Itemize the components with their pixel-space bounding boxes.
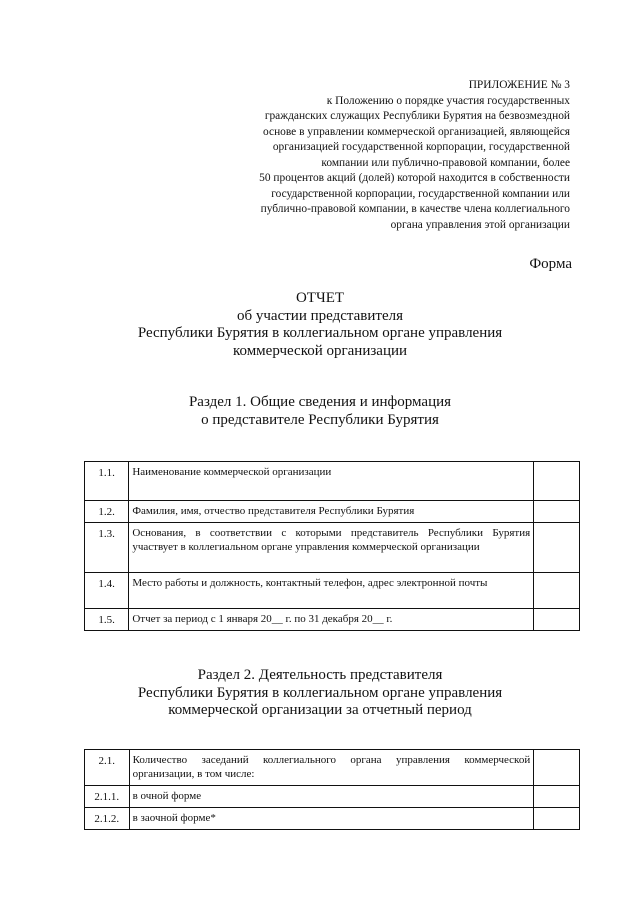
row-label: в очной форме — [129, 786, 534, 808]
value-cell[interactable] — [534, 523, 580, 573]
row-label: Основания, в соответствии с которыми представитель Республики Бурятия участвует в коллегиальном органе управления коммерческой организации — [129, 523, 534, 573]
report-title-line: коммерческой организации — [232, 342, 408, 359]
table-row — [85, 573, 580, 609]
form-label: Форма — [529, 256, 572, 272]
section-title-line: коммерческой организации за отчетный период — [168, 702, 472, 718]
section-title-line: Раздел 2. Деятельность представителя — [197, 667, 443, 683]
row-number: 1.4. — [85, 573, 129, 609]
value-cell[interactable] — [534, 609, 580, 631]
value-cell[interactable] — [534, 462, 580, 501]
row-label: в заочной форме* — [129, 808, 534, 830]
report-title-line: об участии представителя — [237, 307, 403, 324]
table-row — [85, 501, 580, 523]
value-cell[interactable] — [534, 750, 580, 786]
table-row — [85, 609, 580, 631]
section2-table — [84, 749, 580, 830]
section2-title — [0, 667, 640, 720]
report-title — [0, 290, 640, 360]
row-label: Фамилия, имя, отчество представителя Республики Бурятия — [129, 501, 534, 523]
value-cell[interactable] — [534, 808, 580, 830]
row-number: 2.1.2. — [85, 808, 130, 830]
value-cell[interactable] — [534, 573, 580, 609]
section-title-line: о представителе Республики Бурятия — [201, 411, 439, 428]
appendix-line: гражданских служащих Республики Бурятия на безвозмездной — [264, 110, 570, 122]
appendix-line: 50 процентов акций (долей) которой находится в собственности — [259, 172, 570, 184]
appendix-line: основе в управлении коммерческой организацией, являющейся — [263, 125, 570, 138]
row-number: 1.3. — [85, 523, 129, 573]
value-cell[interactable] — [534, 786, 580, 808]
row-label: Место работы и должность, контактный телефон, адрес электронной почты — [129, 573, 534, 609]
report-title-line: Республики Бурятия в коллегиальном органе управления — [137, 325, 503, 341]
table-row — [85, 750, 580, 786]
value-cell[interactable] — [534, 501, 580, 523]
section1-table — [84, 461, 580, 631]
table-row — [85, 523, 580, 573]
appendix-line: ПРИЛОЖЕНИЕ № 3 — [468, 79, 570, 91]
row-label: Количество заседаний коллегиального органа управления коммерческой организации, в том числе: — [129, 750, 534, 786]
section-title-line: Раздел 1. Общие сведения и информация — [188, 394, 452, 410]
section1-title — [0, 394, 640, 429]
row-label: Наименование коммерческой организации — [129, 462, 534, 501]
appendix-line: к Положению о порядке участия государственных — [326, 94, 570, 107]
row-number: 1.2. — [85, 501, 129, 523]
table-row — [85, 786, 580, 808]
row-number: 1.5. — [85, 609, 129, 631]
appendix-line: государственной корпорации, государственной компании или — [271, 187, 570, 200]
appendix-line: компании или публично-правовой компании, более — [321, 156, 570, 169]
appendix-header — [210, 78, 570, 233]
appendix-line: публично-правовой компании, в качестве члена коллегиального — [260, 203, 570, 215]
row-label: Отчет за период с 1 января 20__ г. по 31 декабря 20__ г. — [129, 609, 534, 631]
report-title-line: ОТЧЕТ — [295, 290, 345, 306]
appendix-line: органа управления этой организации — [390, 218, 570, 231]
section-title-line: Республики Бурятия в коллегиальном органе управления — [137, 684, 503, 701]
table-row — [85, 462, 580, 501]
table-row — [85, 808, 580, 830]
appendix-line: организацией государственной корпорации, государственной — [272, 141, 570, 153]
row-number: 1.1. — [85, 462, 129, 501]
row-number: 2.1. — [85, 750, 130, 786]
row-number: 2.1.1. — [85, 786, 130, 808]
